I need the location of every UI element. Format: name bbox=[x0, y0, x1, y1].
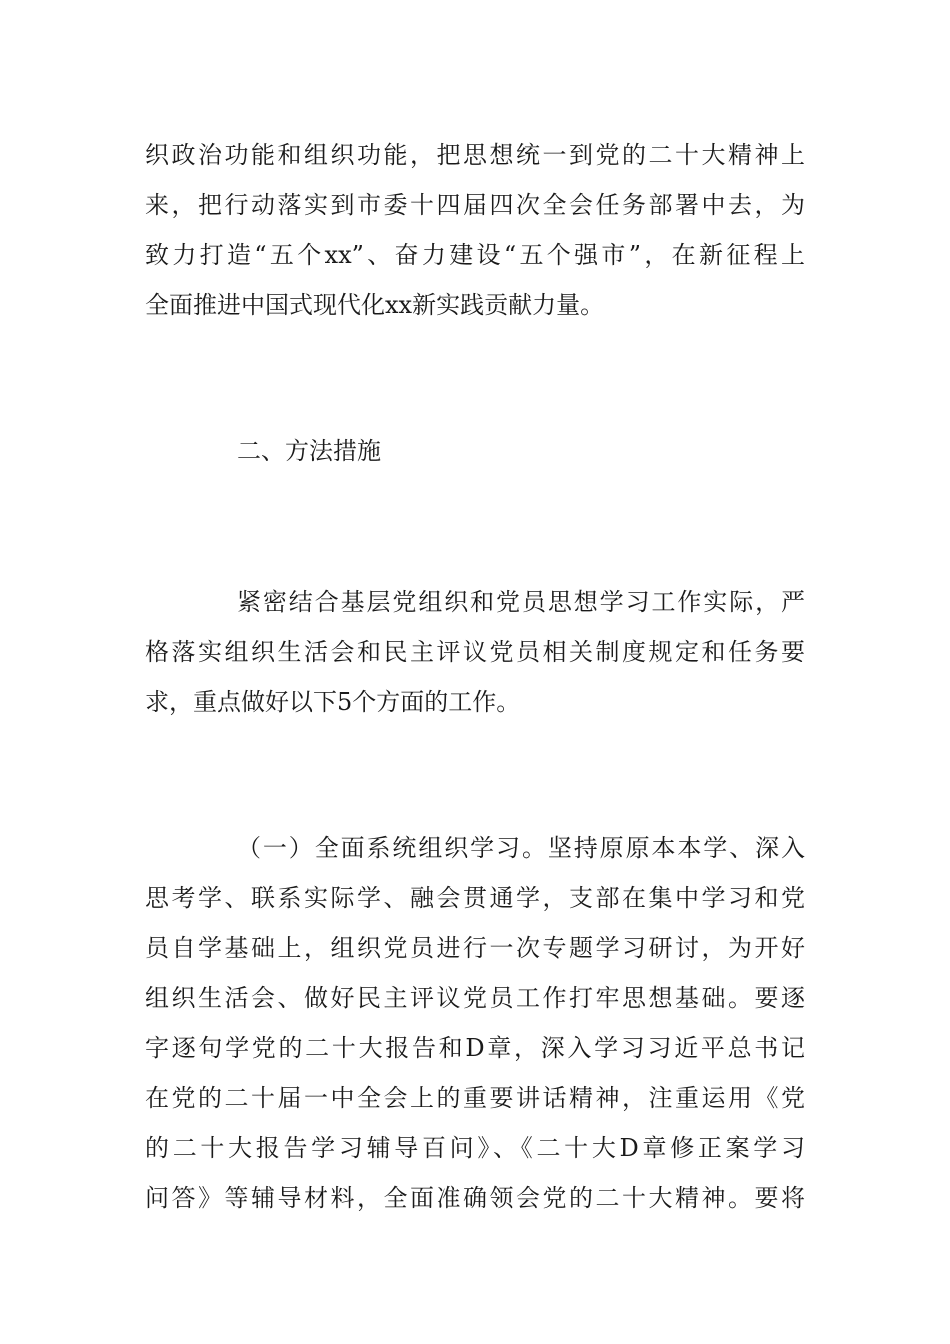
paragraph-line: 在党的二十届一中全会上的重要讲话精神，注重运用《党 bbox=[145, 1084, 805, 1112]
paragraph-line: 问答》等辅导材料，全面准确领会党的二十大精神。要将 bbox=[145, 1184, 805, 1212]
paragraph-line: 的二十大报告学习辅导百问》、《二十大D章修正案学习 bbox=[145, 1134, 805, 1162]
paragraph-line: 致力打造“五个xx”、奋力建设“五个强市”，在新征程上 bbox=[145, 241, 805, 269]
paragraph-line: 思考学、联系实际学、融会贯通学，支部在集中学习和党 bbox=[145, 884, 805, 912]
paragraph-line: 字逐句学党的二十大报告和D章，深入学习习近平总书记 bbox=[145, 1034, 805, 1062]
paragraph-line: 紧密结合基层党组织和党员思想学习工作实际，严 bbox=[237, 588, 805, 616]
paragraph-line: 全面推进中国式现代化xx新实践贡献力量。 bbox=[145, 291, 605, 319]
paragraph-line: 格落实组织生活会和民主评议党员相关制度规定和任务要 bbox=[145, 638, 805, 666]
paragraph-line: 织政治功能和组织功能，把思想统一到党的二十大精神上 bbox=[145, 141, 805, 169]
paragraph-line: 组织生活会、做好民主评议党员工作打牢思想基础。要逐 bbox=[145, 984, 805, 1012]
paragraph-line: （一）全面系统组织学习。坚持原原本本学、深入 bbox=[237, 834, 805, 862]
paragraph-line: 员自学基础上，组织党员进行一次专题学习研讨，为开好 bbox=[145, 934, 805, 962]
paragraph-line: 求，重点做好以下5个方面的工作。 bbox=[145, 688, 521, 716]
paragraph-line: 来，把行动落实到市委十四届四次全会任务部署中去，为 bbox=[145, 191, 805, 219]
section-heading: 二、方法措施 bbox=[237, 437, 381, 465]
